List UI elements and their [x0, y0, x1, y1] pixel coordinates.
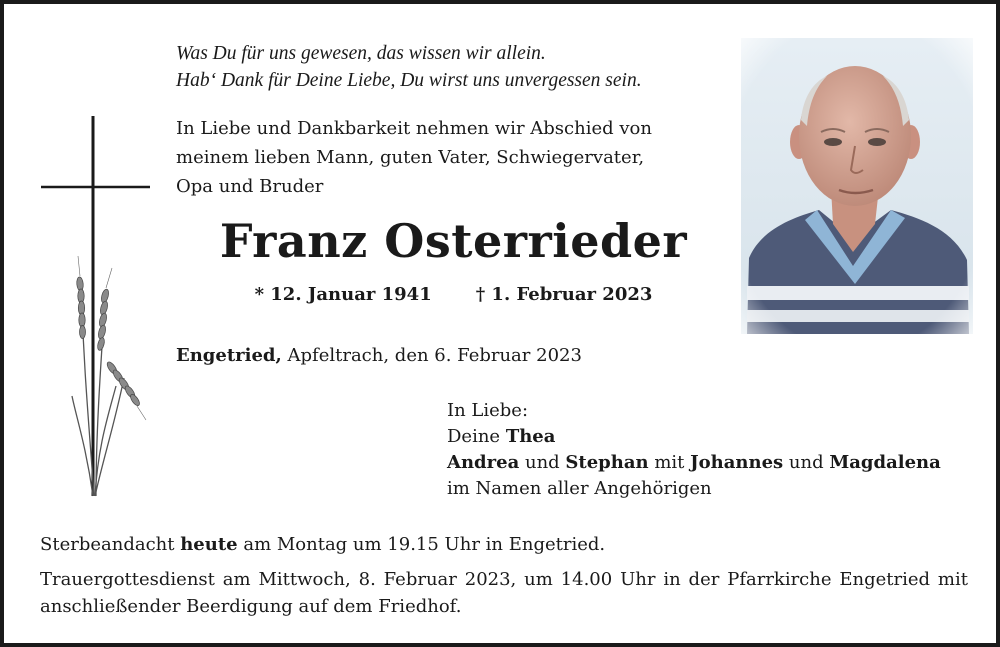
conjunction: und [783, 452, 830, 473]
child-name: Stephan [565, 452, 649, 473]
grandchild-name: Magdalena [829, 452, 941, 473]
life-dates [176, 282, 731, 308]
portrait-photo [741, 38, 973, 334]
birth-date: * 12. Januar 1941 [254, 284, 432, 305]
intro-line: Opa und Bruder [176, 176, 324, 197]
place-and-date [176, 342, 736, 370]
farewell-intro [176, 114, 731, 201]
family-prefix: Deine [447, 426, 506, 447]
memorial-verse [176, 40, 736, 94]
conjunction: und [519, 452, 566, 473]
funeral-announcement: Trauergottesdienst am Mittwoch, 8. Februar 2023, um 14.00 Uhr in der Pfarrkirche Engetried mit anschließender Beerdigung auf dem Friedhof. [40, 569, 968, 617]
conjunction: mit [648, 452, 691, 473]
cross-wheat-icon [38, 116, 154, 498]
family-intro: In Liebe: [447, 400, 529, 421]
place-date-rest: Apfeltrach, den 6. Februar 2023 [281, 345, 582, 366]
family-closing: im Namen aller Angehörigen [447, 478, 712, 499]
verse-line: Was Du für uns gewesen, das wissen wir allein. [176, 43, 546, 64]
prayer-details: am Montag um 19.15 Uhr in Engetried. [237, 534, 606, 555]
prayer-announcement [40, 531, 970, 559]
family-line-children [447, 450, 987, 476]
child-name: Andrea [447, 452, 520, 473]
verse-line: Hab‘ Dank für Deine Liebe, Du wirst uns unvergessen sein. [176, 70, 642, 91]
family-signature [447, 398, 987, 502]
family-line-wife [447, 424, 987, 450]
grandchild-name: Johannes [690, 452, 784, 473]
prayer-prefix: Sterbeandacht [40, 534, 181, 555]
deceased-name: Franz Osterrieder [219, 214, 688, 268]
intro-line: In Liebe und Dankbarkeit nehmen wir Abschied von [176, 118, 652, 139]
intro-line: meinem lieben Mann, guten Vater, Schwiegervater, [176, 147, 645, 168]
prayer-day: heute [180, 534, 238, 555]
wife-name: Thea [505, 426, 556, 447]
town-name: Engetried, [176, 345, 282, 366]
death-date: † 1. Februar 2023 [475, 284, 653, 305]
